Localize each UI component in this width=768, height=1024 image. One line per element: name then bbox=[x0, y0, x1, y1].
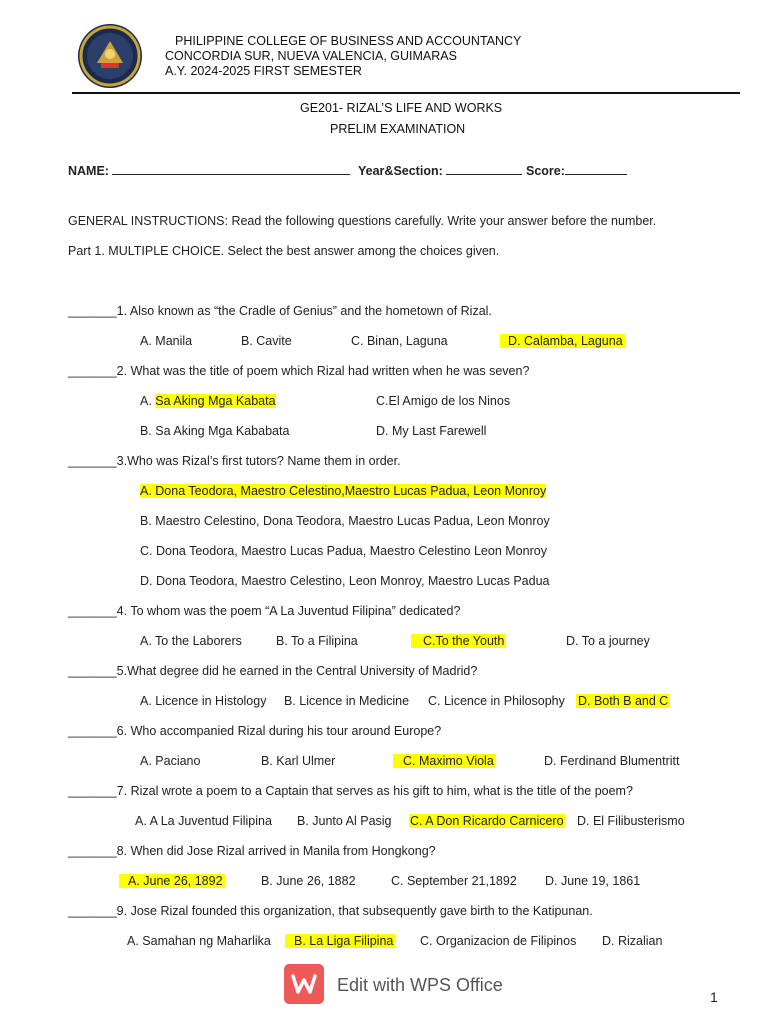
question-number: 5. bbox=[116, 664, 128, 678]
choice-2c: C.El Amigo de los Ninos bbox=[376, 394, 511, 408]
question-number: 2. bbox=[116, 364, 128, 378]
question-text: Who accompanied Rizal during his tour around Europe? bbox=[130, 724, 442, 738]
academic-year: A.Y. 2024-2025 FIRST SEMESTER bbox=[165, 64, 362, 78]
question-number: 9. bbox=[116, 904, 128, 918]
choice-1c: C. Binan, Laguna bbox=[351, 334, 448, 348]
choice-8a-highlighted: A. June 26, 1892 bbox=[119, 874, 225, 888]
choice-3a-highlighted: A. Dona Teodora, Maestro Celestino,Maestro Lucas Padua, Leon Monroy bbox=[140, 484, 547, 498]
question-number: 6. bbox=[116, 724, 128, 738]
score-label: Score: bbox=[526, 164, 565, 178]
choice-5b: B. Licence in Medicine bbox=[284, 694, 410, 708]
question-text: What degree did he earned in the Central University of Madrid? bbox=[127, 664, 478, 678]
score-field bbox=[526, 164, 627, 178]
choice-5d-highlighted: D. Both B and C bbox=[578, 694, 669, 708]
question-number: 7. bbox=[116, 784, 128, 798]
school-address: CONCORDIA SUR, NUEVA VALENCIA, GUIMARAS bbox=[165, 49, 457, 63]
choice-9a: A. Samahan ng Maharlika bbox=[127, 934, 271, 948]
question-2 bbox=[68, 364, 529, 378]
choice-7c-highlighted: C. A Don Ricardo Carnicero bbox=[410, 814, 564, 828]
choice-2a bbox=[140, 394, 276, 408]
choice-6a: A. Paciano bbox=[140, 754, 201, 768]
part-label: Part 1. MULTIPLE CHOICE. bbox=[68, 244, 225, 258]
choice-8b: B. June 26, 1882 bbox=[261, 874, 356, 888]
choice-8c: C. September 21,1892 bbox=[391, 874, 517, 888]
name-label: NAME: bbox=[68, 164, 109, 178]
name-blank bbox=[112, 173, 350, 175]
choice-7b: B. Junto Al Pasig bbox=[297, 814, 392, 828]
choice-9b-highlighted: B. La Liga Filipina bbox=[285, 934, 395, 948]
choice-3b: B. Maestro Celestino, Dona Teodora, Maestro Lucas Padua, Leon Monroy bbox=[140, 514, 550, 528]
choice-9c: C. Organizacion de Filipinos bbox=[420, 934, 577, 948]
choice-1a: A. Manila bbox=[140, 334, 193, 348]
choice-2d: D. My Last Farewell bbox=[376, 424, 487, 438]
question-7 bbox=[68, 784, 633, 798]
choice-3d: D. Dona Teodora, Maestro Celestino, Leon Monroy, Maestro Lucas Padua bbox=[140, 574, 550, 588]
question-text: What was the title of poem which Rizal had written when he was seven? bbox=[130, 364, 530, 378]
question-text: Who was Rizal’s first tutors? Name them in order. bbox=[127, 454, 401, 468]
choice-4b: B. To a Filipina bbox=[276, 634, 358, 648]
choice-7d: D. El Filibusterismo bbox=[577, 814, 685, 828]
wps-office-icon bbox=[284, 964, 324, 1004]
section-label: Year&Section: bbox=[358, 164, 443, 178]
choice-5a: A. Licence in Histology bbox=[140, 694, 267, 708]
choice-9d: D. Rizalian bbox=[602, 934, 663, 948]
answer-blank: _______ bbox=[68, 784, 117, 798]
question-5 bbox=[68, 664, 477, 678]
score-blank bbox=[565, 173, 627, 175]
choice-6c-highlighted: C. Maximo Viola bbox=[393, 754, 496, 768]
answer-blank: _______ bbox=[68, 304, 117, 318]
choice-3c: C. Dona Teodora, Maestro Lucas Padua, Maestro Celestino Leon Monroy bbox=[140, 544, 547, 558]
question-number: 3. bbox=[116, 454, 128, 468]
page-number: 1 bbox=[710, 989, 718, 1005]
choice-6b: B. Karl Ulmer bbox=[261, 754, 336, 768]
choice-2a-letter: A. bbox=[140, 394, 156, 408]
choice-6d: D. Ferdinand Blumentritt bbox=[544, 754, 680, 768]
question-1 bbox=[68, 304, 492, 318]
wps-label: Edit with WPS Office bbox=[337, 975, 503, 995]
choice-4a: A. To the Laborers bbox=[140, 634, 242, 648]
answer-blank: _______ bbox=[68, 604, 117, 618]
college-seal-logo bbox=[77, 23, 143, 89]
answer-blank: _______ bbox=[68, 724, 117, 738]
answer-blank: _______ bbox=[68, 844, 117, 858]
choice-5c: C. Licence in Philosophy bbox=[428, 694, 565, 708]
question-4 bbox=[68, 604, 460, 618]
choice-2a-highlighted: Sa Aking Mga Kabata bbox=[155, 394, 276, 408]
choice-7a: A. A La Juventud Filipina bbox=[135, 814, 272, 828]
section-field bbox=[358, 164, 522, 178]
answer-blank: _______ bbox=[68, 904, 117, 918]
general-text: Read the following questions carefully. Write your answer before the number. bbox=[227, 214, 657, 228]
question-number: 8. bbox=[116, 844, 128, 858]
question-text: To whom was the poem “A La Juventud Filipina” dedicated? bbox=[130, 604, 461, 618]
choice-8d: D. June 19, 1861 bbox=[545, 874, 641, 888]
question-number: 4. bbox=[116, 604, 128, 618]
question-text: Jose Rizal founded this organization, that subsequently gave birth to the Katipunan. bbox=[130, 904, 593, 918]
question-6 bbox=[68, 724, 441, 738]
general-instructions bbox=[68, 214, 656, 228]
question-9 bbox=[68, 904, 593, 918]
name-field bbox=[68, 164, 350, 178]
part-instructions bbox=[68, 244, 499, 258]
part-text: Select the best answer among the choices given. bbox=[224, 244, 500, 258]
school-name: PHILIPPINE COLLEGE OF BUSINESS AND ACCOUNTANCY bbox=[175, 34, 522, 48]
course-title: GE201- RIZAL’S LIFE AND WORKS bbox=[300, 101, 503, 115]
choice-2b: B. Sa Aking Mga Kababata bbox=[140, 424, 290, 438]
choice-1b: B. Cavite bbox=[241, 334, 292, 348]
question-text: When did Jose Rizal arrived in Manila from Hongkong? bbox=[130, 844, 436, 858]
answer-blank: _______ bbox=[68, 364, 117, 378]
question-3 bbox=[68, 454, 401, 468]
choice-4c-highlighted: C.To the Youth bbox=[411, 634, 506, 648]
question-text: Also known as “the Cradle of Genius” and the hometown of Rizal. bbox=[129, 304, 492, 318]
section-blank bbox=[446, 173, 522, 175]
general-label: GENERAL INSTRUCTIONS: bbox=[68, 214, 228, 228]
choice-4d: D. To a journey bbox=[566, 634, 650, 648]
answer-blank: _______ bbox=[68, 454, 117, 468]
header-rule bbox=[72, 92, 740, 94]
question-8 bbox=[68, 844, 436, 858]
question-number: 1. bbox=[116, 304, 128, 318]
exam-title: PRELIM EXAMINATION bbox=[330, 122, 466, 136]
question-text: Rizal wrote a poem to a Captain that serves as his gift to him, what is the title of the poem? bbox=[130, 784, 633, 798]
answer-blank: _______ bbox=[68, 664, 117, 678]
choice-1d-highlighted: D. Calamba, Laguna bbox=[500, 334, 625, 348]
